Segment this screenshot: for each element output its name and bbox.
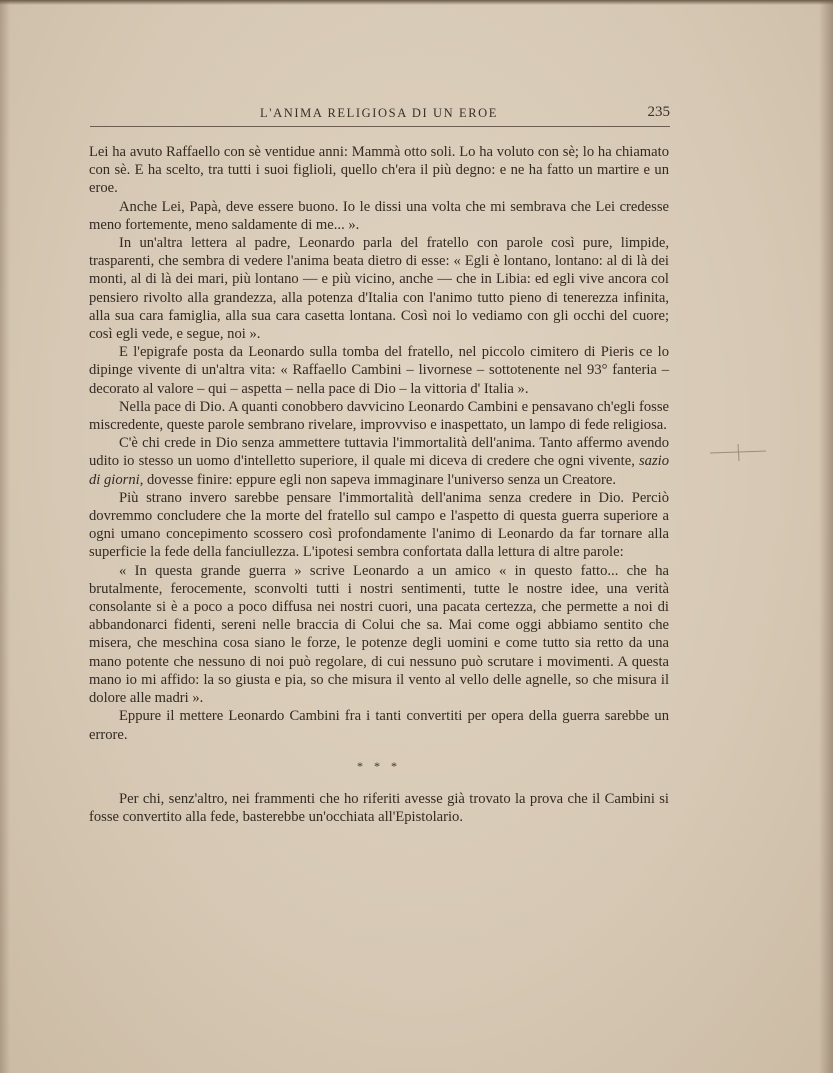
paragraph: Lei ha avuto Raffaello con sè ventidue anni: Mammà otto soli. Lo ha voluto con sè; lo ha chiamato con sè. E ha scelto, tra tutti i suoi figlioli, quello ch'era il più degno: e ne ha fatto un martire e un eroe. [89, 144, 669, 197]
page-edge-right [819, 0, 833, 1073]
paragraph-text: C'è chi crede in Dio senza ammettere tuttavia l'immortalità dell'anima. Tanto affermo avendo udito io stesso un uomo d'intelletto superiore, il quale mi diceva di credere che ogni vivente, [89, 435, 669, 470]
paragraph: In un'altra lettera al padre, Leonardo parla del fratello con parole così pure, limpide, trasparenti, che sembra di vedere l'anima beata dietro di esse: « Egli è lontano, lontano: al di là dei monti, al di là dei mari, più lontano — e più vicino, anche — che in Libia: ed egli vive ancora col pensiero rivolto alla grandezza, alla potenza d'Italia con l'animo tutto pieno di tenerezza infinita, alla sua cara famiglia, alla sua cara casetta lontana. Così noi lo vediamo con gli occhi del cuore; così egli vede, e segue, noi ». [89, 235, 669, 343]
paragraph: Per chi, senz'altro, nei frammenti che ho riferiti avesse già trovato la prova che il Cambini si fosse convertito alla fede, basterebbe un'occhiata all'Epistolario. [89, 790, 669, 826]
page-number: 235 [647, 104, 670, 120]
body-text [89, 143, 669, 826]
page-header [90, 104, 670, 127]
running-title: L'ANIMA RELIGIOSA DI UN EROE [260, 106, 499, 120]
paragraph: E l'epigrafe posta da Leonardo sulla tomba del fratello, nel piccolo cimitero di Pieris ce lo dipinge vivente di un'altra vita: « Raffaello Cambini – livornese – sottotenente nel 93° fanteria – decorato al valore – qui – aspetta – nella pace di Dio – la vittoria d' Italia ». [89, 344, 669, 397]
page-edge-top [0, 0, 833, 5]
pencil-cross-mark [708, 442, 768, 462]
italic-phrase: sazio di giorni [89, 453, 669, 488]
page-edge-left [0, 0, 10, 1073]
paragraph: Nella pace di Dio. A quanti conobbero davvicino Leonardo Cambini e pensavano ch'egli fosse miscredente, queste parole sembrano rivelare, improvviso e inaspettato, un lampo di fede religiosa. [89, 398, 669, 434]
section-separator: * * * [357, 758, 401, 773]
paragraph [89, 434, 669, 489]
paragraph: Eppure il mettere Leonardo Cambini fra i tanti convertiti per opera della guerra sarebbe un errore. [89, 708, 669, 743]
paragraph: Più strano invero sarebbe pensare l'immortalità dell'anima senza credere in Dio. Perciò dovremmo concludere che la morte del fratello sul campo e l'aspetto di questa guerra superiore a ogni umano concepimento scossero così profondamente l'animo di Leonardo da far tornare alla superficie la fede della fanciullezza. L'ipotesi sembra confortata dalla lettura di altre parole: [89, 489, 669, 561]
paragraph: Anche Lei, Papà, deve essere buono. Io le dissi una volta che mi sembrava che Lei credesse meno fortemente, meno saldamente di me... ». [89, 198, 669, 233]
paragraph-text: , dovesse finire: eppure egli non sapeva immaginare l'universo senza un Creatore. [139, 471, 617, 488]
quotation-paragraph: « In questa grande guerra » scrive Leonardo a un amico « in questo fatto... che ha brutalmente, ferocemente, sconvolti tutti i nostri sentimenti, tutte le nostre idee, una verità consolante si è a poco a poco diffusa nei nostri cuori, una pacata certezza, che permette a noi di abbandonarci fidenti, sereni nelle braccia di Colui che sa. Mai come oggi abbiamo sentito che misera, che meschina cosa siano le forze, le potenze degli uomini e come tutto sia retto da una mano potente che nessuno di noi può regolare, di cui nessuno può scrutare i movimenti. A questa mano io mi affido: la so giusta e pia, so che misura il vento al vello delle agnelle, so che misura il dolore alle madri ». [89, 562, 669, 707]
